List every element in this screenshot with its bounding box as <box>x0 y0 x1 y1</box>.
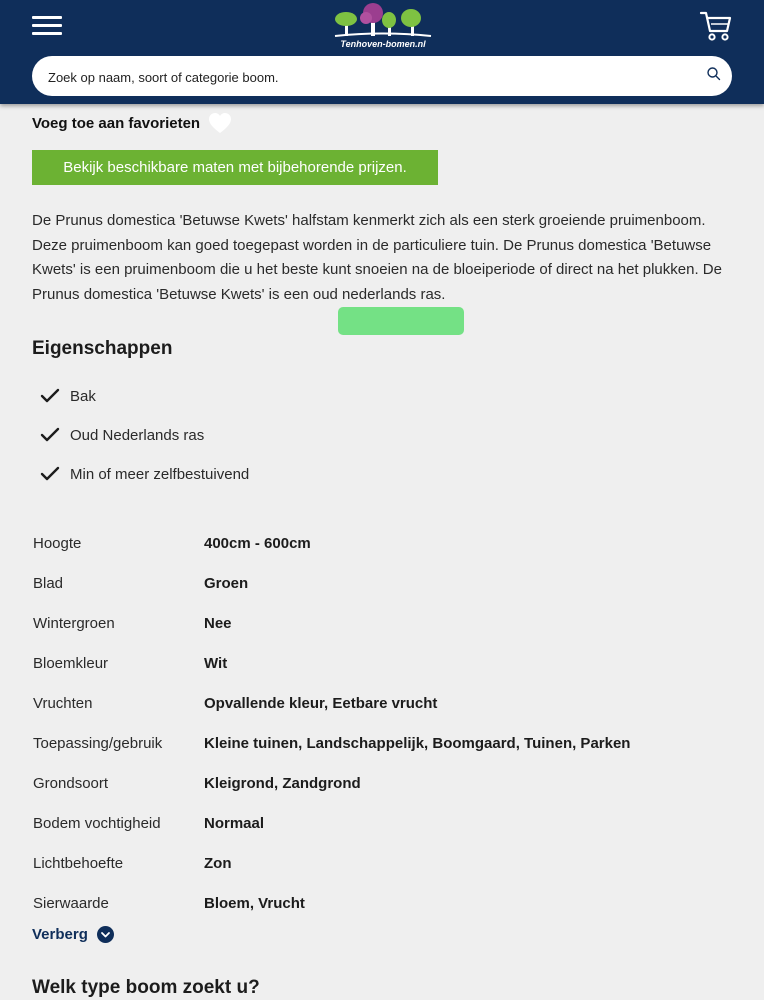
spec-key: Vruchten <box>33 695 93 712</box>
green-highlight-marker <box>338 307 464 335</box>
property-item <box>40 384 96 408</box>
property-label: Oud Nederlands ras <box>70 426 205 444</box>
tree-type-title: Welk type boom zoekt u? <box>32 977 260 998</box>
favorites-label: Voeg toe aan favorieten <box>32 114 201 132</box>
checkmark-icon <box>40 427 60 443</box>
spec-key: Grondsoort <box>33 775 109 792</box>
property-item <box>40 462 249 486</box>
checkmark-icon <box>40 388 60 404</box>
checkmark-icon <box>40 466 60 482</box>
spec-key: Bloemkleur <box>33 655 109 672</box>
add-to-favorites[interactable] <box>32 110 232 136</box>
search-bar <box>32 56 732 96</box>
hide-specs-toggle[interactable] <box>32 926 114 943</box>
spec-key: Lichtbehoefte <box>33 855 124 872</box>
spec-value: Normaal <box>204 815 265 832</box>
spec-key: Wintergroen <box>33 615 115 632</box>
site-logo[interactable] <box>333 2 433 52</box>
product-description: De Prunus domestica 'Betuwse Kwets' halfstam kenmerkt zich als een sterk groeiende pruimenboom. Deze pruimenboom kan goed toegepast worden in de particuliere tuin. De Prunus domestica 'Betuwse Kwets' is een pruimenboom die u het beste kunt snoeien na de bloeiperiode of direct na het plukken. De Prunus domestica 'Betuwse Kwets' is een oud nederlands ras. <box>32 212 722 303</box>
spec-key: Blad <box>33 575 64 592</box>
spec-value: Wit <box>204 655 228 672</box>
shopping-cart-icon[interactable] <box>699 10 733 42</box>
search-icon[interactable] <box>706 66 722 82</box>
spec-value: 400cm - 600cm <box>204 535 311 552</box>
spec-value: Opvallende kleur, Eetbare vrucht <box>204 695 438 712</box>
heart-icon[interactable] <box>208 112 232 134</box>
hamburger-menu-icon[interactable] <box>30 12 64 38</box>
spec-key: Hoogte <box>33 535 82 552</box>
spec-value: Zon <box>204 855 232 872</box>
property-label: Bak <box>70 387 96 405</box>
properties-title: Eigenschappen <box>32 338 173 359</box>
property-label: Min of meer zelfbestuivend <box>70 465 250 483</box>
spec-value: Kleigrond, Zandgrond <box>204 775 361 792</box>
spec-key: Bodem vochtigheid <box>33 815 161 832</box>
spec-value: Kleine tuinen, Landschappelijk, Boomgaard, Tuinen, Parken <box>204 735 631 752</box>
search-input[interactable] <box>46 56 690 98</box>
site-header <box>0 0 764 104</box>
spec-value: Bloem, Vrucht <box>204 895 305 912</box>
property-item <box>40 423 204 447</box>
view-sizes-prices-button[interactable]: Bekijk beschikbare maten met bijbehorende prijzen. <box>32 150 438 185</box>
spec-value: Groen <box>204 575 249 592</box>
tree-logo-icon <box>333 2 433 42</box>
spec-value: Nee <box>204 615 232 632</box>
chevron-down-icon <box>97 926 114 943</box>
logo-text: Tenhoven-bomen.nl <box>340 39 426 49</box>
toggle-label: Verberg <box>32 926 88 943</box>
spec-key: Sierwaarde <box>33 895 109 912</box>
spec-key: Toepassing/gebruik <box>33 735 163 752</box>
